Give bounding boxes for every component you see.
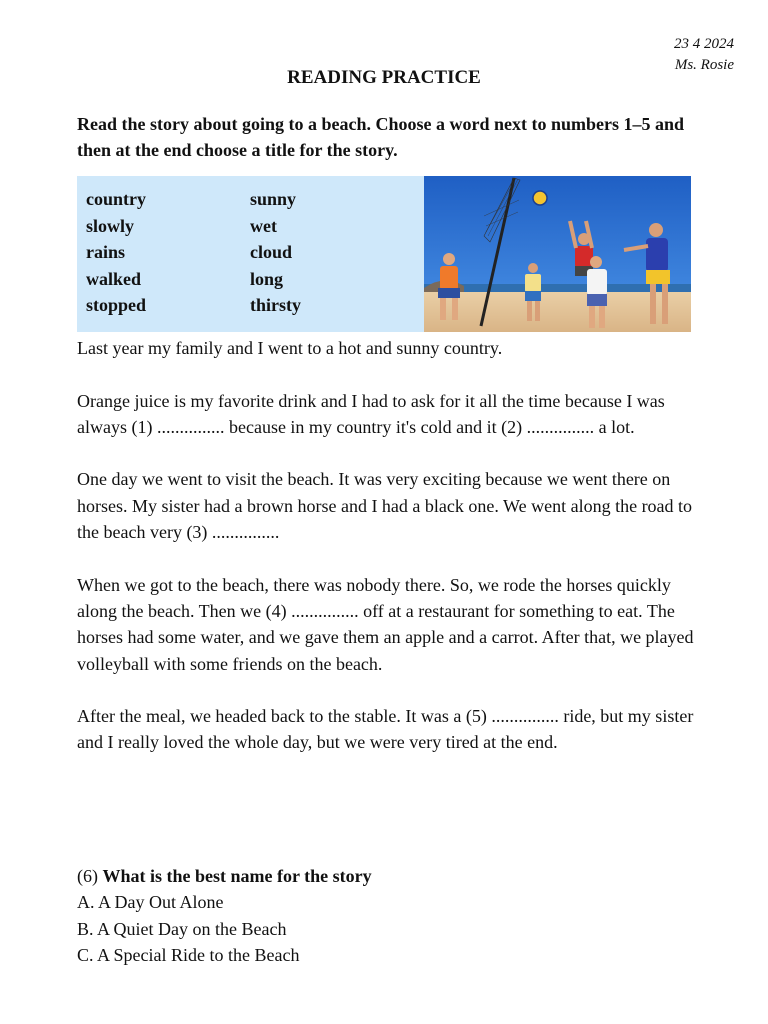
- teacher-name: Ms. Rosie: [674, 57, 734, 73]
- word-bank-item: thirsty: [250, 295, 301, 315]
- title-question: [77, 863, 707, 968]
- story-paragraph: Last year my family and I went to a hot and sunny country.: [77, 338, 503, 358]
- story-paragraph: Orange juice is my favorite drink and I had to ask for it all the time because I was always (1) ............... because in my country it's cold and it (2) ............... a lot.: [77, 390, 665, 437]
- answer-option-a: A. A Day Out Alone: [77, 892, 224, 913]
- story-paragraph: When we got to the beach, there was nobody there. So, we rode the horses quickly along the beach. Then we (4) ............... off at a restaurant for something to eat. The horses had some water, and we gave them an apple and a carrot. After that, we played volleyball with some friends on the beach.: [77, 574, 694, 674]
- word-bank-item: cloud: [250, 242, 293, 262]
- answer-option-b: B. A Quiet Day on the Beach: [77, 918, 287, 939]
- question-number: (6): [77, 866, 98, 886]
- word-bank-item: wet: [250, 215, 277, 236]
- word-bank-item: long: [250, 268, 284, 289]
- question-text: What is the best name for the story: [102, 866, 372, 886]
- story-paragraph: One day we went to visit the beach. It was very exciting because we went there on horses. My sister had a brown horse and I had a black one. We went along the road to the beach very (3) ...............: [77, 469, 693, 543]
- word-bank-item: sunny: [250, 189, 297, 209]
- date-text: 23 4 2024: [674, 36, 734, 52]
- story-text: [77, 335, 707, 782]
- word-bank-column-1: [86, 186, 146, 319]
- word-bank-column-2: [250, 186, 301, 319]
- word-bank-item: country: [86, 189, 146, 209]
- word-bank-item: slowly: [86, 215, 135, 236]
- beach-volleyball-photo: [424, 176, 691, 332]
- question-prompt: [77, 863, 707, 889]
- answer-option-c: C. A Special Ride to the Beach: [77, 944, 300, 965]
- story-paragraph: After the meal, we headed back to the stable. It was a (5) ............... ride, but my sister and I really loved the whole day, but we were very tired at the end.: [77, 706, 694, 753]
- page-title: READING PRACTICE: [287, 67, 481, 88]
- word-bank-item: stopped: [86, 295, 147, 315]
- word-bank-item: walked: [86, 268, 142, 289]
- word-bank-item: rains: [86, 242, 126, 262]
- instructions-text: Read the story about going to a beach. Choose a word next to numbers 1–5 and then at the end choose a title for the story.: [77, 114, 685, 160]
